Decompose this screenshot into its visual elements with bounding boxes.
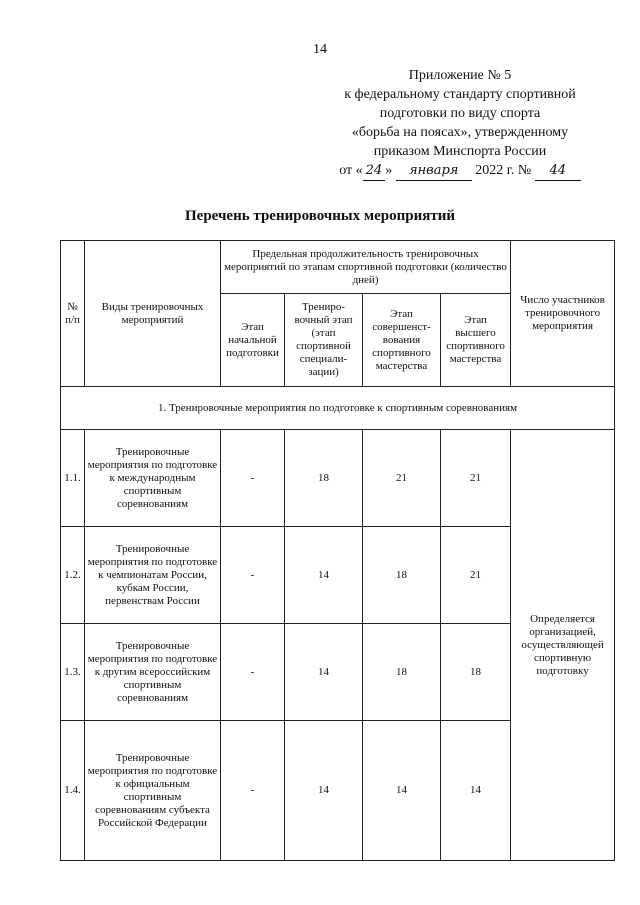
section-row [61,387,615,430]
training-events-table [60,240,615,861]
row-stage-training: 18 [285,430,363,527]
row-name: Тренировочные мероприятия по подготовке к другим всероссийским спортивным соревнованиям [85,624,221,721]
row-stage-training: 14 [285,721,363,861]
document-title: Перечень тренировочных мероприятий [185,208,455,224]
row-stage-training: 14 [285,527,363,624]
row-stage-training: 14 [285,624,363,721]
section-title: 1. Тренировочные мероприятия по подготовке к спортивным соревнованиям [61,387,615,430]
date-prefix: от « [339,163,363,178]
row-name: Тренировочные мероприятия по подготовке к официальным спортивным соревнованиям субъекта Российской Федерации [85,721,221,861]
appendix-block [320,66,600,181]
date-mid: » [385,163,393,178]
row-stage-improvement: 21 [363,430,441,527]
header-stage-improvement: Этап совершенст-вования спортивного мастерства [363,294,441,387]
row-stage-initial: - [221,624,285,721]
appendix-line-3: подготовки по виду спорта [379,106,541,121]
row-stage-improvement: 18 [363,527,441,624]
header-stage-highest: Этап высшего спортивного мастерства [441,294,511,387]
row-num: 1.4. [61,721,85,861]
header-stage-initial: Этап начальной подготовки [221,294,285,387]
header-stage-training: Трениро-вочный этап (этап спортивной специали-зации) [285,294,363,387]
appendix-line-1: Приложение № 5 [408,68,512,83]
participants-cell: Определяется организацией, осуществляющей спортивную подготовку [511,430,615,861]
date-day: 24 [363,161,386,181]
header-num: № п/п [61,241,85,387]
row-stage-highest: 14 [441,721,511,861]
row-num: 1.2. [61,527,85,624]
appendix-line-2: к федеральному стандарту спортивной [344,87,576,102]
row-stage-highest: 21 [441,430,511,527]
appendix-line-4: «борьба на поясах», утвержденному [351,125,569,140]
page-number: 14 [313,42,327,57]
date-year: 2022 г. № [475,163,532,178]
row-stage-highest: 21 [441,527,511,624]
row-name: Тренировочные мероприятия по подготовке к чемпионатам России, кубкам России, первенствам России [85,527,221,624]
row-stage-highest: 18 [441,624,511,721]
header-duration-group: Предельная продолжительность тренировочных мероприятий по этапам спортивной подготовки (количество дней) [221,241,511,294]
row-stage-initial: - [221,721,285,861]
row-num: 1.1. [61,430,85,527]
header-row-1 [61,241,615,294]
appendix-date-line [320,161,600,181]
row-num: 1.3. [61,624,85,721]
date-month: января [396,161,472,181]
header-participants: Число участников тренировочного мероприятия [511,241,615,387]
date-number: 44 [535,161,581,181]
row-stage-initial: - [221,527,285,624]
row-stage-initial: - [221,430,285,527]
row-name: Тренировочные мероприятия по подготовке к международным спортивным соревнованиям [85,430,221,527]
row-stage-improvement: 18 [363,624,441,721]
appendix-line-5: приказом Минспорта России [373,144,547,159]
table-row [61,430,615,527]
header-types: Виды тренировочных мероприятий [85,241,221,387]
row-stage-improvement: 14 [363,721,441,861]
